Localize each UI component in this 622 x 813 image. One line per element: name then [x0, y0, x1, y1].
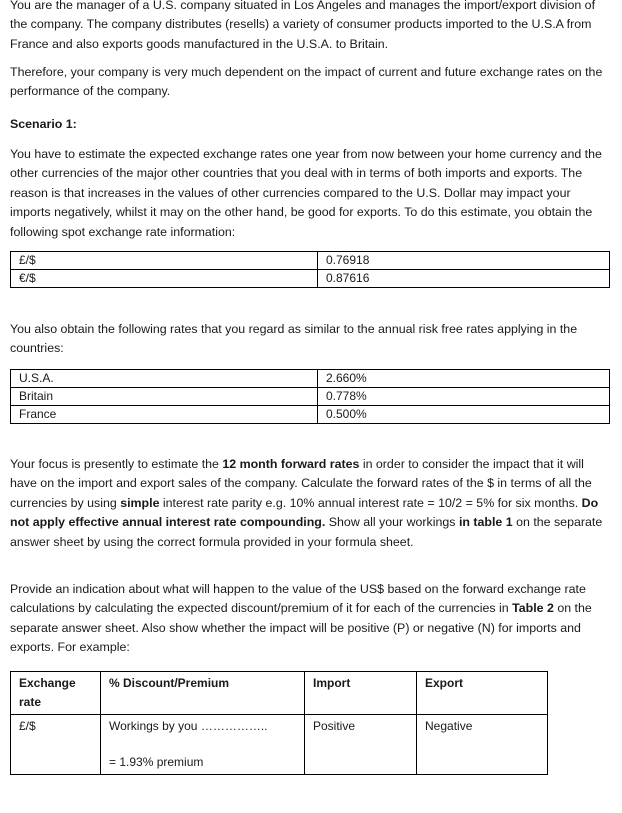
focus-bold-2: simple [120, 495, 160, 510]
header-import: Import [305, 672, 417, 715]
table-header-row [11, 672, 548, 715]
spot-rate-table [10, 251, 610, 288]
spot-rate-cell: 0.76918 [318, 252, 610, 270]
focus-text-1: Your focus is presently to estimate the [10, 457, 223, 471]
table-row [11, 370, 610, 388]
indication-paragraph [10, 580, 610, 658]
scenario-heading: Scenario 1: [10, 117, 77, 131]
rate-cell: 0.778% [318, 388, 610, 406]
focus-text-2: in order to consider the impact that it will have on the import and export sales of the company. Calculate the forward rates of the $ in terms of all the currencies by using [10, 457, 592, 510]
rate-cell: 2.660% [318, 370, 610, 388]
focus-paragraph [10, 455, 610, 552]
workings-text: Workings by you …………….. [109, 719, 268, 733]
example-import-cell: Positive [305, 715, 417, 775]
indication-bold-1: Table 2 [512, 601, 554, 616]
rates-intro-paragraph: You also obtain the following rates that you regard as similar to the annual risk free rates applying in the countries: [10, 322, 578, 356]
estimate-paragraph: You have to estimate the expected exchange rates one year from now between your home currency and the other currencies of the major other countries that you deal with in terms of both imports and exports. The reason is that increases in the values of other currencies compared to the U.S. Dollar may impact your imports negatively, whilst it may on the other hand, be good for exports. To do this estimate, you obtain the following spot exchange rate information: [10, 147, 602, 239]
example-export-cell: Negative [417, 715, 548, 775]
intro-paragraph: You are the manager of a U.S. company situated in Los Angeles and manages the import/export division of the company. The company distributes (resells) a variety of consumer products imported to the U.S.A from France and also exports goods manufactured in the U.S.A. to Britain. [10, 0, 596, 51]
country-cell: France [11, 406, 318, 424]
table-row [11, 270, 610, 288]
example-discount-table [10, 671, 548, 775]
result-text: = 1.93% premium [109, 755, 204, 769]
header-export: Export [417, 672, 548, 715]
risk-free-rate-table [10, 369, 610, 424]
table-row [11, 715, 548, 775]
example-workings-cell [101, 715, 305, 775]
focus-bold-1: 12 month forward rates [222, 457, 360, 471]
header-exchange-rate: Exchange rate [11, 672, 101, 715]
indication-text-1: Provide an indication about what will happen to the value of the US$ based on the forward exchange rate calculations by calculating the expected discount/premium of it for each of the currencies in [10, 582, 586, 616]
country-cell: Britain [11, 388, 318, 406]
table-row [11, 252, 610, 270]
rate-cell: 0.500% [318, 406, 610, 424]
focus-text-5: on the separate answer sheet by using the correct formula provided in your formula sheet. [10, 515, 603, 549]
focus-text-4: Show all your workings [325, 515, 459, 530]
focus-bold-3: Do not apply effective annual interest rate compounding. [10, 495, 599, 530]
table-row [11, 406, 610, 424]
dependence-paragraph: Therefore, your company is very much dependent on the impact of current and future exchange rates on the performance of the company. [10, 65, 603, 99]
focus-bold-4: in table 1 [458, 515, 513, 530]
header-discount-premium: % Discount/Premium [101, 672, 305, 715]
spot-pair-cell: €/$ [11, 270, 318, 288]
example-pair-cell: £/$ [11, 715, 101, 775]
spot-rate-cell: 0.87616 [318, 270, 610, 288]
country-cell: U.S.A. [11, 370, 318, 388]
table-row [11, 388, 610, 406]
indication-text-2: on the separate answer sheet. Also show whether the impact will be positive (P) or negative (N) for imports and exports. For example: [10, 601, 592, 655]
focus-text-3: interest rate parity e.g. 10% annual interest rate = 10/2 = 5% for six months. [159, 495, 582, 510]
spot-pair-cell: £/$ [11, 252, 318, 270]
